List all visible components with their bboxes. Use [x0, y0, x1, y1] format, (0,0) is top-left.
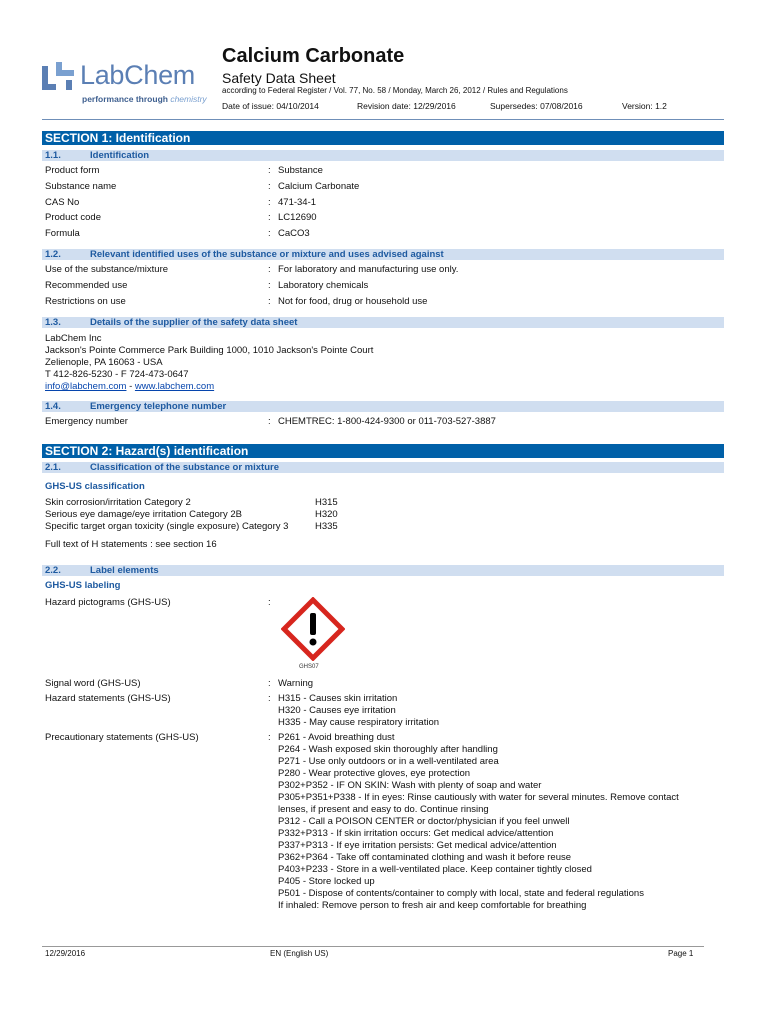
- precautionary-statement: P280 - Wear protective gloves, eye protection: [278, 768, 471, 779]
- classification-code: H335: [315, 521, 338, 532]
- classification-name: Specific target organ toxicity (single exposure) Category 3: [45, 521, 289, 532]
- precautionary-statement: If inhaled: Remove person to fresh air and keep comfortable for breathing: [278, 900, 587, 911]
- classification-code: H320: [315, 509, 338, 520]
- subsection-title: Classification of the substance or mixture: [90, 462, 279, 473]
- supersedes-date: Supersedes: 07/08/2016: [490, 101, 583, 111]
- regulation-reference: according to Federal Register / Vol. 77, No. 58 / Monday, March 26, 2012 / Rules and Regulations: [222, 86, 568, 95]
- section-2-title: SECTION 2: Hazard(s) identification: [42, 444, 724, 458]
- subsection-number: 1.1.: [45, 150, 61, 161]
- field-label-hazard-statements: Hazard statements (GHS-US): [45, 693, 171, 704]
- precautionary-statement: P362+P364 - Take off contaminated clothing and wash it before reuse: [278, 852, 572, 863]
- field-label-formula: Formula: [45, 228, 80, 239]
- subsection-number: 1.2.: [45, 249, 61, 260]
- ghs-labeling-heading: GHS-US labeling: [45, 580, 121, 591]
- field-value-signal-word: Warning: [278, 678, 314, 689]
- subsection-number: 1.3.: [45, 317, 61, 328]
- field-value-use: For laboratory and manufacturing use only.: [278, 264, 459, 275]
- subsection-2-2: [42, 565, 724, 576]
- precautionary-statements-list: [278, 732, 679, 912]
- supplier-line: Jackson's Pointe Commerce Park Building 1000, 1010 Jackson's Pointe Court: [45, 345, 374, 356]
- revision-date: Revision date: 12/29/2016: [357, 101, 456, 111]
- field-label-product-form: Product form: [45, 165, 100, 176]
- precautionary-statement: P337+P313 - If eye irritation persists: Get medical advice/attention: [278, 840, 557, 851]
- precautionary-statement: P305+P351+P338 - If in eyes: Rinse cautiously with water for several minutes. Remove contact: [278, 792, 679, 803]
- colon: :: [268, 416, 271, 427]
- field-value-restrictions: Not for food, drug or household use: [278, 296, 428, 307]
- footer-divider: [42, 946, 704, 947]
- subsection-1-3: [42, 317, 724, 328]
- field-label-substance-name: Substance name: [45, 181, 117, 192]
- precautionary-statement: P264 - Wash exposed skin thoroughly after handling: [278, 744, 498, 755]
- date-of-issue: Date of issue: 04/10/2014: [222, 101, 319, 111]
- precautionary-statement: P302+P352 - IF ON SKIN: Wash with plenty of soap and water: [278, 780, 542, 791]
- subsection-1-4: [42, 401, 724, 412]
- version: Version: 1.2: [622, 101, 667, 111]
- classification-name: Skin corrosion/irritation Category 2: [45, 497, 191, 508]
- subsection-1-1: [42, 150, 724, 161]
- field-value-formula: CaCO3: [278, 228, 310, 239]
- colon: :: [268, 732, 271, 743]
- colon: :: [268, 678, 271, 689]
- hazard-statement: H315 - Causes skin irritation: [278, 693, 398, 704]
- precautionary-statement: P312 - Call a POISON CENTER or doctor/physician if you feel unwell: [278, 816, 570, 827]
- subsection-title: Label elements: [90, 565, 159, 576]
- supplier-address: [45, 333, 373, 393]
- field-label-precautionary-statements: Precautionary statements (GHS-US): [45, 732, 199, 743]
- labchem-logo: [42, 58, 222, 108]
- field-label-use: Use of the substance/mixture: [45, 264, 169, 275]
- document-title: Calcium Carbonate: [222, 45, 405, 67]
- subsection-2-1: [42, 462, 724, 473]
- colon: :: [268, 693, 271, 704]
- subsection-number: 1.4.: [45, 401, 61, 412]
- pictogram-code: GHS07: [299, 664, 319, 670]
- colon: :: [268, 264, 271, 275]
- field-value-emergency: CHEMTREC: 1-800-424-9300 or 011-703-527-3887: [278, 416, 496, 427]
- subsection-title: Relevant identified uses of the substance or mixture and uses advised against: [90, 249, 444, 260]
- colon: :: [268, 212, 271, 223]
- field-value-product-form: Substance: [278, 165, 323, 176]
- hazard-statement: H320 - Causes eye irritation: [278, 705, 396, 716]
- header-divider: [42, 119, 724, 120]
- subsection-number: 2.2.: [45, 565, 61, 576]
- colon: :: [268, 181, 271, 192]
- logo-tagline: [82, 94, 207, 104]
- colon: :: [268, 280, 271, 291]
- classification-code: H315: [315, 497, 338, 508]
- full-text-note: Full text of H statements : see section 16: [45, 539, 217, 550]
- precautionary-statement: P501 - Dispose of contents/container to comply with local, state and federal regulations: [278, 888, 644, 899]
- subsection-title: Emergency telephone number: [90, 401, 227, 412]
- field-label-restrictions: Restrictions on use: [45, 296, 126, 307]
- classification-codes: [315, 497, 338, 533]
- footer-date: 12/29/2016: [45, 949, 86, 958]
- labchem-logo-mark-icon: [42, 60, 74, 92]
- field-label-signal-word: Signal word (GHS-US): [45, 678, 141, 689]
- section-1-title: SECTION 1: Identification: [42, 131, 724, 145]
- colon: :: [268, 228, 271, 239]
- hazard-statement: H335 - May cause respiratory irritation: [278, 717, 440, 728]
- precautionary-statement: P261 - Avoid breathing dust: [278, 732, 395, 743]
- supplier-line: T 412-826-5230 - F 724-473-0647: [45, 369, 189, 380]
- field-label-recommended-use: Recommended use: [45, 280, 128, 291]
- website-link[interactable]: www.labchem.com: [134, 381, 215, 392]
- subsection-1-2: [42, 249, 724, 260]
- footer-language: EN (English US): [270, 949, 329, 958]
- supplier-contact-links: [45, 381, 373, 393]
- field-label-cas-no: CAS No: [45, 197, 80, 208]
- ghs-classification-heading: GHS-US classification: [45, 481, 145, 492]
- link-separator: -: [126, 381, 135, 392]
- classification-name: Serious eye damage/eye irritation Category 2B: [45, 509, 242, 520]
- classification-list: [45, 497, 288, 533]
- subsection-title: Identification: [90, 150, 150, 161]
- colon: :: [268, 597, 271, 608]
- footer-page-number: Page 1: [668, 949, 694, 958]
- field-value-product-code: LC12690: [278, 212, 317, 223]
- precautionary-statement: P271 - Use only outdoors or in a well-ventilated area: [278, 756, 499, 767]
- precautionary-statement: P405 - Store locked up: [278, 876, 375, 887]
- supplier-line: LabChem Inc: [45, 333, 102, 344]
- field-label-product-code: Product code: [45, 212, 101, 223]
- hazard-statements-list: [278, 693, 439, 729]
- field-value-substance-name: Calcium Carbonate: [278, 181, 360, 192]
- colon: :: [268, 197, 271, 208]
- precautionary-statement: P403+P233 - Store in a well-ventilated place. Keep container tightly closed: [278, 864, 592, 875]
- subsection-title: Details of the supplier of the safety data sheet: [90, 317, 298, 328]
- subsection-number: 2.1.: [45, 462, 61, 473]
- exclamation-mark-pictogram-icon: [281, 597, 345, 661]
- field-value-cas-no: 471-34-1: [278, 197, 317, 208]
- field-value-recommended-use: Laboratory chemicals: [278, 280, 369, 291]
- colon: :: [268, 165, 271, 176]
- document-subtitle: Safety Data Sheet: [222, 70, 336, 86]
- email-link[interactable]: info@labchem.com: [45, 381, 127, 392]
- precautionary-statement: lenses, if present and easy to do. Continue rinsing: [278, 804, 489, 815]
- field-label-pictograms: Hazard pictograms (GHS-US): [45, 597, 171, 608]
- supplier-line: Zelienople, PA 16063 - USA: [45, 357, 163, 368]
- precautionary-statement: P332+P313 - If skin irritation occurs: Get medical advice/attention: [278, 828, 554, 839]
- logo-tagline-a: performance through: [82, 94, 171, 104]
- logo-tagline-b: chemistry: [170, 94, 207, 104]
- logo-text: LabChem: [80, 60, 195, 90]
- colon: :: [268, 296, 271, 307]
- field-label-emergency: Emergency number: [45, 416, 128, 427]
